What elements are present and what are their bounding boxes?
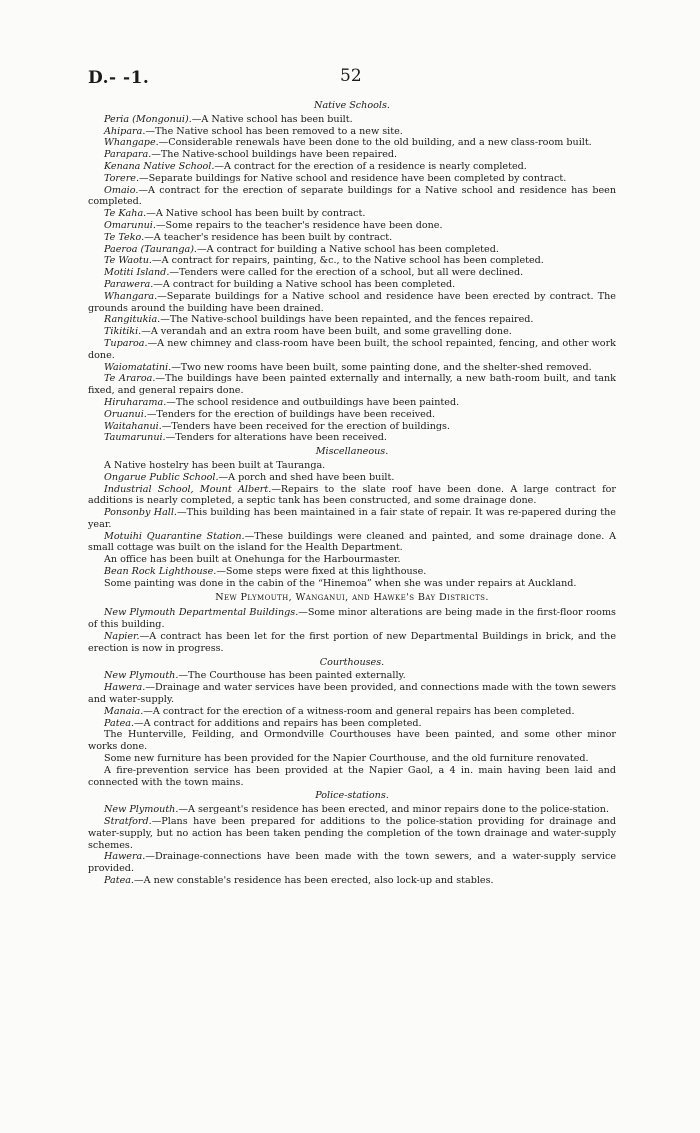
paragraph-text: —The Courthouse has been painted externally. xyxy=(178,670,406,682)
paragraph-lead: Tikitiki. xyxy=(104,326,142,338)
paragraph-text: —The Native school has been removed to a new site. xyxy=(145,125,403,137)
paragraph-lead: Waiomatatini. xyxy=(104,361,172,373)
paragraph-text: —Some minor alterations are being made in the first-floor rooms of this building. xyxy=(88,607,616,631)
paragraph xyxy=(88,578,616,590)
paragraph xyxy=(88,670,616,682)
paragraph-lead: Te Kaha. xyxy=(104,208,147,220)
section-heading: Native Schools. xyxy=(314,100,390,111)
paragraph-lead: Peria (Mongonui). xyxy=(104,113,192,125)
paragraph xyxy=(88,279,616,291)
paragraph-lead: Rangitukia. xyxy=(104,314,161,326)
paragraph xyxy=(88,706,616,718)
paragraph-text: —A sergeant's residence has been erected, and minor repairs done to the police-station. xyxy=(178,804,610,816)
paragraph-lead: Stratford. xyxy=(104,816,152,828)
paragraph xyxy=(88,718,616,730)
paragraph-lead: New Plymouth Departmental Buildings. xyxy=(104,607,299,619)
paragraph xyxy=(88,255,616,267)
paragraph xyxy=(88,765,616,789)
section-heading: Miscellaneous. xyxy=(315,446,389,458)
paragraph-text: —A teacher's residence has been built by contract. xyxy=(144,231,393,243)
paragraph xyxy=(88,682,616,706)
paragraph-text: —A contract for the erection of a residence is nearly completed. xyxy=(214,160,527,172)
paragraph xyxy=(88,244,616,256)
paragraph-text: —Two new rooms have been built, some painting done, and the shelter-shed removed. xyxy=(171,361,592,373)
paragraph-text: —This building has been maintained in a fair state of repair. It was re-papered during the year. xyxy=(88,507,616,530)
paragraph xyxy=(88,875,616,887)
paragraph xyxy=(88,114,616,126)
paragraph-text: —Separate buildings for a Native school and residence have been erected by contract. The grounds around the building have been drained. xyxy=(88,290,616,314)
paragraph xyxy=(88,173,616,185)
paragraph-lead: Waitahanui. xyxy=(104,420,162,432)
paragraph xyxy=(88,432,616,444)
paragraph-lead: Whangara. xyxy=(104,290,158,302)
paragraph xyxy=(88,753,616,765)
paragraph-text: The Hunterville, Feilding, and Ormondville Courthouses have been painted, and some other minor works done. xyxy=(88,729,616,753)
paragraph-lead: Industrial School, Mount Albert. xyxy=(104,483,272,495)
paragraph-lead: Napier. xyxy=(104,631,140,643)
paragraph-lead: Tuparoa. xyxy=(104,337,148,349)
paragraph xyxy=(88,149,616,161)
document-body xyxy=(88,98,616,887)
paragraph xyxy=(88,185,616,209)
paragraph-text: —A contract for building a Native school has been completed. xyxy=(153,278,456,290)
paragraph xyxy=(88,267,616,279)
paragraph-lead: New Plymouth. xyxy=(104,804,179,816)
paragraph xyxy=(88,507,616,531)
paragraph-lead: Kenana Native School. xyxy=(104,160,215,172)
paragraph-lead: Manaia. xyxy=(104,705,144,717)
paragraph-text: —Some repairs to the teacher's residence have been done. xyxy=(155,219,443,231)
paragraph-text: —The buildings have been painted externally and internally, a new bath-room built, and tank fixed, and general repairs done. xyxy=(88,373,616,397)
paragraph-lead: Motiti Island. xyxy=(104,267,170,279)
paragraph-text: Some new furniture has been provided for the Napier Courthouse, and the old furniture renovated. xyxy=(104,753,589,765)
paragraph xyxy=(88,397,616,409)
paragraph-text: —Tenders for the erection of buildings have been received. xyxy=(146,408,436,420)
paragraph-text: —A new chimney and class-room have been built, the school repainted, fencing, and other work done. xyxy=(88,337,616,361)
paragraph xyxy=(88,338,616,362)
paragraph xyxy=(88,531,616,555)
paragraph-lead: Ponsonby Hall. xyxy=(104,507,177,519)
paragraph-lead: Bean Rock Lighthouse. xyxy=(104,566,217,578)
paragraph-text: —Tenders for alterations have been received. xyxy=(165,432,387,444)
paragraph xyxy=(88,220,616,232)
paragraph-text: —These buildings were cleaned and painted, and some drainage done. A small cottage was built on the island for the Health Department. xyxy=(88,530,616,554)
paragraph-lead: Te Araroa. xyxy=(104,373,156,385)
paragraph-lead: Hiruharama. xyxy=(104,396,167,408)
paragraph-text: —A contract for additions and repairs has been completed. xyxy=(134,717,422,729)
paragraph xyxy=(88,291,616,315)
paragraph-text: —A contract for building a Native school has been completed. xyxy=(197,243,499,255)
paragraph-lead: Whangape. xyxy=(104,137,159,149)
paragraph-text: —Considerable renewals have been done to the old building, and a new class-room built. xyxy=(158,137,592,149)
paragraph xyxy=(88,566,616,578)
paragraph xyxy=(88,484,616,508)
paragraph-lead: Hawera. xyxy=(104,682,146,694)
paragraph xyxy=(88,326,616,338)
paragraph-text: —The Native-school buildings have been repaired. xyxy=(151,149,398,161)
paragraph-lead: Motuihi Quarantine Station. xyxy=(104,530,245,542)
paragraph-text: Some painting was done in the cabin of the “Hinemoa” when she was under repairs at Auckland. xyxy=(104,577,577,589)
paragraph-text: —Tenders have been received for the erection of buildings. xyxy=(161,420,450,432)
page-number: 52 xyxy=(340,66,362,86)
paragraph-lead: Ahipara. xyxy=(104,125,146,137)
paragraph-lead: Omaio. xyxy=(104,184,139,196)
paragraph xyxy=(88,137,616,149)
section-heading: Courthouses. xyxy=(319,656,385,668)
paragraph xyxy=(88,631,616,655)
paragraph-lead: Omarunui. xyxy=(104,219,156,231)
paragraph-text: —Drainage-connections have been made with the town sewers, and a water-supply service provided. xyxy=(88,851,616,875)
paragraph xyxy=(88,607,616,631)
paragraph xyxy=(88,362,616,374)
paragraph-text: —A porch and shed have been built. xyxy=(218,471,395,483)
paragraph-text: —A contract for the erection of a witness-room and general repairs has been completed. xyxy=(143,705,575,717)
paragraph-lead: Taumarunui. xyxy=(104,432,166,444)
paragraph-lead: Patea. xyxy=(104,717,135,729)
paragraph-text: —Separate buildings for Native school and residence have been completed by contract. xyxy=(139,172,567,184)
paragraph-lead: Hawera. xyxy=(104,851,146,863)
paragraph xyxy=(88,373,616,397)
paragraph xyxy=(88,554,616,566)
paragraph xyxy=(88,208,616,220)
paragraph-lead: Patea. xyxy=(104,875,135,886)
paragraph xyxy=(88,314,616,326)
paragraph-text: —Tenders were called for the erection of a school, but all were declined. xyxy=(169,267,524,279)
paragraph-text: —The Native-school buildings have been repainted, and the fences repaired. xyxy=(160,314,534,326)
paragraph xyxy=(88,851,616,875)
paragraph xyxy=(88,409,616,421)
paragraph-text: —A contract for repairs, painting, &c., to the Native school has been completed. xyxy=(152,255,544,267)
paragraph xyxy=(88,421,616,433)
paragraph-text: —A contract for the erection of separate buildings for a Native school and residence has been completed. xyxy=(88,184,616,208)
paragraph-lead: Torere. xyxy=(104,172,140,184)
paragraph xyxy=(88,161,616,173)
paragraph xyxy=(88,232,616,244)
paragraph-lead: Te Waotu. xyxy=(104,255,152,267)
paragraph xyxy=(88,804,616,816)
paragraph-text: —A Native school has been built by contract. xyxy=(146,208,366,220)
paragraph xyxy=(88,460,616,472)
paragraph xyxy=(88,729,616,753)
paragraph-lead: Oruanui. xyxy=(104,408,147,420)
paragraph-text: —The school residence and outbuildings have been painted. xyxy=(166,396,460,408)
paragraph-text: —A new constable's residence has been erected, also lock-up and stables. xyxy=(134,875,494,886)
paragraph-text: —Drainage and water services have been provided, and connections made with the town sewers and water-supply. xyxy=(88,682,616,706)
paragraph-text: —A contract has been let for the first portion of new Departmental Buildings in brick, and the erection is now in progress. xyxy=(88,631,616,654)
paragraph-text: A Native hostelry has been built at Tauranga. xyxy=(104,459,326,471)
paragraph-text: An office has been built at Onehunga for the Harbourmaster. xyxy=(104,554,401,566)
section-heading: New Plymouth, Wanganui, and Hawke's Bay Districts. xyxy=(215,591,489,603)
paragraph-text: —Some steps were fixed at this lighthouse. xyxy=(216,566,427,578)
paragraph-text: —A Native school has been built. xyxy=(191,113,353,125)
paragraph xyxy=(88,472,616,484)
paragraph-lead: Paeroa (Tauranga). xyxy=(104,243,197,255)
section-heading: Police-stations. xyxy=(315,790,389,802)
paragraph-text: —Plans have been prepared for additions to the police-station providing for drainage and water-supply, but no action has been taken pending the completion of the town drainage and water-supply schemes. xyxy=(88,816,616,851)
paragraph-text: A fire-prevention service has been provided at the Napier Gaol, a 4 in. main having been laid and connected with the town mains. xyxy=(88,764,616,788)
paragraph-text: —Repairs to the slate roof have been done. A large contract for additions is nearly completed, a septic tank has been constructed, and some drainage done. xyxy=(88,483,616,507)
paragraph-text: —A verandah and an extra room have been built, and some gravelling done. xyxy=(141,326,512,338)
paragraph xyxy=(88,816,616,851)
paragraph-lead: Parapara. xyxy=(104,149,152,161)
paragraph-lead: Ongarue Public School. xyxy=(104,471,219,483)
page-code: D.- -1. xyxy=(88,68,150,88)
paragraph xyxy=(88,126,616,138)
paragraph-lead: Parawera. xyxy=(104,278,154,290)
paragraph-lead: New Plymouth. xyxy=(104,670,179,682)
paragraph-lead: Te Teko. xyxy=(104,231,145,243)
